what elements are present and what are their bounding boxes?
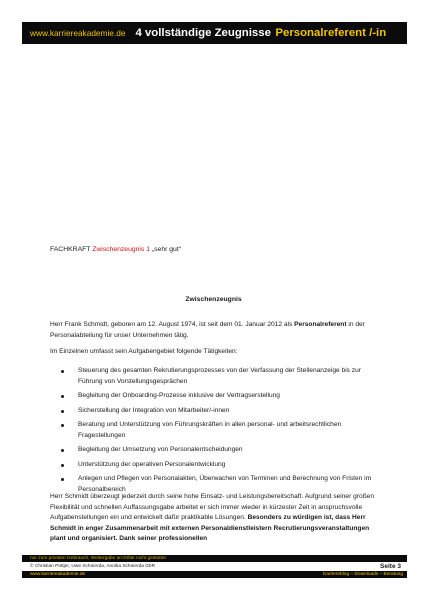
footer-notice: nur zum privaten Gebrauch, Weitergabe an Dritte nicht gestattet (22, 555, 407, 562)
list-item: Begleitung der Onboarding-Prozesse inklusive der Vertragserstellung (50, 391, 380, 402)
header-title: 4 vollständige Zeugnisse (135, 27, 271, 39)
list-item: Steuerung des gesamten Rekrutierungsprozesses von der Verfassung der Stellenanzeige bis zur Führung von Vorstellungsgesprächen (50, 366, 380, 387)
footer-nav-links[interactable]: Karriereblog – Downloads – Beratung (323, 572, 403, 577)
intro-rest: in der Personalabteilung für unser Unternehmen tätig. (50, 321, 365, 339)
label-prefix: FACHKRAFT (50, 246, 91, 253)
footer-copyright: © Christian Püttjer, Uwe Schnierda, Annika Schnierda GbR (30, 564, 156, 569)
list-item: Beratung und Unterstützung von Führungskräften in allen personal- und arbeitsrechtlichen Fragestellungen (50, 420, 380, 441)
page-footer (22, 555, 407, 578)
document-title: Zwischenzeugnis (185, 296, 242, 303)
list-item: Sicherstellung der Integration von Mitarbeiter/-innen (50, 406, 380, 417)
list-item: Anlegen und Pflegen von Personalakten, Überwachen von Terminen und Berechnung von Fristen im Personalbereich (50, 474, 380, 495)
duties-list (50, 366, 380, 499)
intro-paragraph (50, 320, 380, 341)
page-number: Seite 3 (380, 563, 401, 570)
duties-intro: Im Einzelnen umfasst sein Aufgabengebiet folgende Tätigkeiten: (50, 348, 238, 355)
intro-text: Herr Frank Schmidt, geboren am 12. August 1974, ist seit dem 01. Januar 2012 als (50, 321, 293, 328)
closing-paragraph (50, 492, 380, 545)
closing-text: Herr Schmidt überzeugt jederzeit durch seine hohe Einsatz- und Leistungsbereitschaft. Aufgrund seiner großen Flexibilität und schnellen Auffassungsgabe arbeitet er sich immer wieder in kürzester Zeit in anspruchsvolle Aufgabenstellungen ein und entwickelt dafür praktikable Lösungen. (50, 493, 375, 521)
document-label (50, 246, 181, 253)
label-suffix: „sehr gut“ (151, 246, 181, 253)
list-item: Unterstützung der operativen Personalentwicklung (50, 460, 380, 471)
footer-copyright-row (22, 562, 407, 571)
header-bar (22, 22, 407, 44)
closing-bold: Besonders zu würdigen ist, dass Herr Schmidt in enger Zusammenarbeit mit externen Personaldienstleistern Recrutierungsveranstaltungen plant und organisiert. Dank seiner professionellen (50, 514, 370, 542)
list-item: Begleitung der Umsetzung von Personalentscheidungen (50, 445, 380, 456)
header-url[interactable]: www.karriereakademie.de (30, 28, 126, 38)
label-red: Zwischenzeugnis 1 (92, 246, 150, 253)
footer-links-row (22, 571, 407, 578)
intro-bold: Personalreferent (294, 321, 347, 328)
header-title-accent: Personalreferent /-in (275, 27, 387, 39)
footer-url-link[interactable]: www.karriereakademie.de (30, 572, 86, 577)
